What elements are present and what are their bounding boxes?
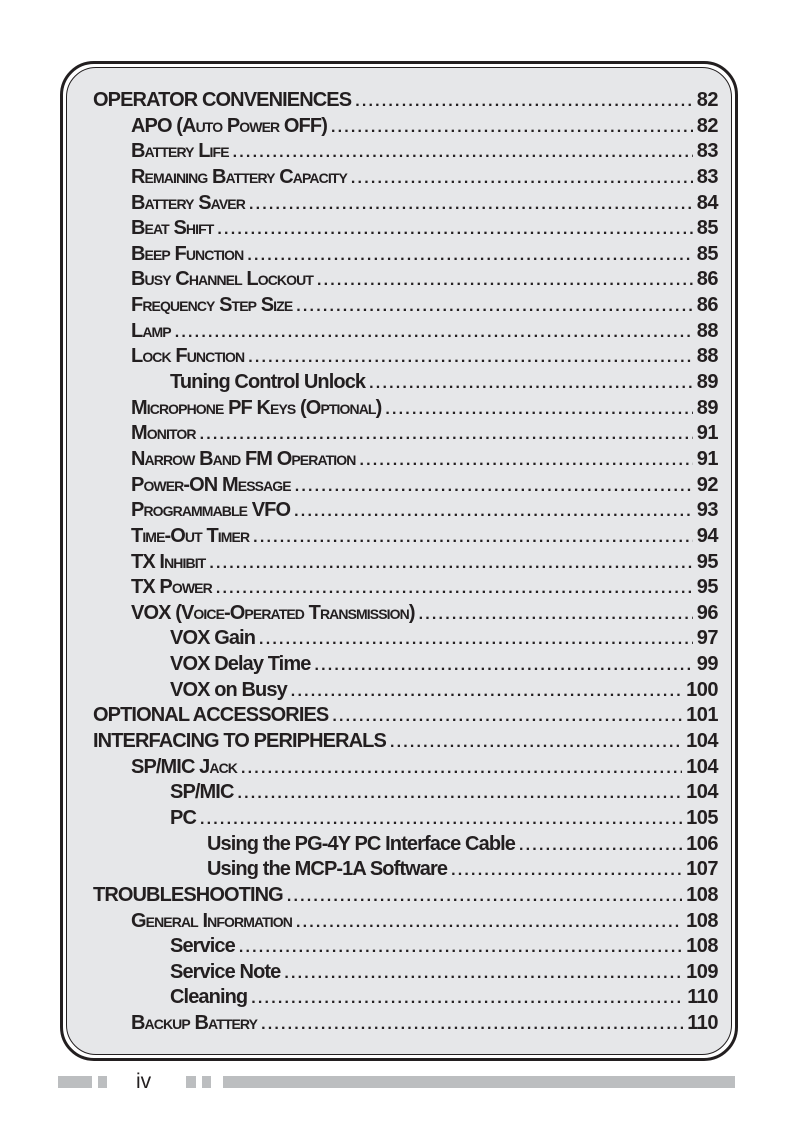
footer-bar bbox=[223, 1076, 735, 1088]
dot-leader bbox=[369, 375, 693, 393]
dot-leader bbox=[294, 503, 693, 521]
dot-leader bbox=[295, 478, 693, 496]
dot-leader bbox=[251, 990, 683, 1008]
dot-leader bbox=[241, 760, 682, 778]
toc-entry-page: 86 bbox=[696, 268, 718, 291]
toc-entry[interactable] bbox=[93, 1012, 718, 1038]
toc-entry-label: Programmable VFO bbox=[131, 499, 291, 522]
dot-leader bbox=[287, 888, 682, 906]
toc-entry-label: OPERATOR CONVENIENCES bbox=[93, 89, 352, 111]
toc-entry-page: 91 bbox=[696, 422, 718, 445]
dot-leader bbox=[317, 272, 693, 290]
footer-bar bbox=[186, 1076, 196, 1088]
toc-entry-page: 88 bbox=[696, 319, 718, 342]
dot-leader bbox=[200, 426, 693, 444]
toc-entry-label: Tuning Control Unlock bbox=[170, 371, 366, 394]
toc-entry[interactable] bbox=[93, 961, 718, 987]
toc-entry[interactable] bbox=[93, 294, 718, 320]
toc-entry-page: 91 bbox=[696, 447, 718, 470]
toc-entry[interactable] bbox=[93, 910, 718, 936]
toc-entry-label: General Information bbox=[131, 909, 292, 932]
toc-entry[interactable] bbox=[93, 115, 718, 141]
dot-leader bbox=[314, 657, 692, 675]
toc-entry-label: Monitor bbox=[131, 422, 196, 445]
toc-entry[interactable] bbox=[93, 499, 718, 525]
dot-leader bbox=[175, 324, 693, 342]
footer-bar bbox=[58, 1076, 92, 1088]
toc-entry-page: 108 bbox=[686, 909, 718, 932]
dot-leader bbox=[355, 93, 693, 111]
toc-entry-page: 109 bbox=[686, 960, 718, 983]
toc-entry-label: Using the MCP-1A Software bbox=[207, 858, 448, 881]
toc-entry-label: Using the PG-4Y PC Interface Cable bbox=[207, 832, 516, 855]
page-number: iv bbox=[136, 1070, 152, 1093]
toc-entry-page: 106 bbox=[686, 832, 718, 855]
toc-entry-page: 83 bbox=[696, 165, 718, 188]
toc-entry[interactable] bbox=[93, 807, 718, 833]
toc-entry-page: 84 bbox=[696, 191, 718, 214]
dot-leader bbox=[248, 349, 693, 367]
dot-leader bbox=[233, 144, 693, 162]
toc-entry-label: Power-ON Message bbox=[131, 473, 291, 496]
toc-entry-label: INTERFACING TO PERIPHERALS bbox=[93, 730, 386, 753]
toc-entry-page: 83 bbox=[696, 140, 718, 163]
toc-entry-label: TX Power bbox=[131, 576, 212, 599]
toc-entry-label: Time-Out Timer bbox=[131, 524, 250, 547]
toc-entry[interactable] bbox=[93, 320, 718, 346]
toc-entry[interactable] bbox=[93, 166, 718, 192]
footer-bar bbox=[98, 1076, 107, 1088]
toc-entry-page: 108 bbox=[686, 935, 718, 958]
toc-entry-label: Beep Function bbox=[131, 242, 244, 265]
toc-entry[interactable] bbox=[93, 422, 718, 448]
toc-entry[interactable] bbox=[93, 756, 718, 782]
dot-leader bbox=[259, 631, 693, 649]
toc-entry-label: Cleaning bbox=[170, 986, 248, 1009]
toc-entry[interactable] bbox=[93, 935, 718, 961]
toc-entry[interactable] bbox=[93, 627, 718, 653]
toc-entry-label: SP/MIC bbox=[170, 781, 234, 804]
toc-entry-page: 85 bbox=[696, 242, 718, 265]
toc-entry-page: 94 bbox=[696, 524, 718, 547]
toc-entry-page: 92 bbox=[696, 473, 718, 496]
toc-entry-page: 95 bbox=[696, 576, 718, 599]
toc-entry-page: 105 bbox=[686, 806, 718, 829]
toc-entry-page: 96 bbox=[696, 601, 718, 624]
toc-entry-page: 108 bbox=[686, 883, 718, 906]
toc-entry[interactable] bbox=[93, 474, 718, 500]
toc-entry[interactable] bbox=[93, 525, 718, 551]
dot-leader bbox=[519, 837, 682, 855]
toc-entry-page: 85 bbox=[696, 217, 718, 240]
dot-leader bbox=[284, 965, 682, 983]
toc-entry[interactable] bbox=[93, 243, 718, 269]
toc-entry-label: Lamp bbox=[131, 319, 171, 342]
toc-entry[interactable] bbox=[93, 781, 718, 807]
toc-entry[interactable] bbox=[93, 858, 718, 884]
toc-entry-page: 89 bbox=[696, 371, 718, 394]
dot-leader bbox=[239, 939, 682, 957]
toc-entry[interactable] bbox=[93, 602, 718, 628]
toc-entry-label: VOX Delay Time bbox=[170, 653, 311, 676]
toc-entry-label: Narrow Band FM Operation bbox=[131, 447, 356, 470]
toc-entry-label: TROUBLESHOOTING bbox=[93, 883, 283, 906]
toc-entry-page: 95 bbox=[696, 550, 718, 573]
toc-entry[interactable] bbox=[93, 679, 718, 705]
toc-entry-page: 82 bbox=[696, 89, 718, 111]
toc-entry[interactable] bbox=[93, 551, 718, 577]
toc-entry-label: VOX Gain bbox=[170, 627, 256, 650]
toc-entry[interactable] bbox=[93, 986, 718, 1012]
dot-leader bbox=[291, 683, 682, 701]
footer-bar bbox=[202, 1076, 211, 1088]
toc-entry-label: TX Inhibit bbox=[131, 550, 206, 573]
dot-leader bbox=[253, 529, 693, 547]
toc-entry[interactable] bbox=[93, 192, 718, 218]
toc-entry-label: Battery Life bbox=[131, 140, 229, 163]
toc-entry[interactable] bbox=[93, 884, 718, 910]
toc-entry-label: Microphone PF Keys (Optional) bbox=[131, 396, 382, 419]
toc-entry-page: 100 bbox=[686, 678, 718, 701]
toc-entry-label: Beat Shift bbox=[131, 217, 214, 240]
dot-leader bbox=[331, 119, 693, 137]
dot-leader bbox=[296, 298, 692, 316]
toc-entry-page: 93 bbox=[696, 499, 718, 522]
toc-entry-page: 110 bbox=[687, 986, 718, 1009]
toc-entry-page: 89 bbox=[696, 396, 718, 419]
toc-entry[interactable] bbox=[93, 704, 718, 730]
toc-entry[interactable] bbox=[93, 268, 718, 294]
toc-entry-page: 110 bbox=[687, 1012, 718, 1035]
toc-entry-page: 104 bbox=[686, 781, 718, 804]
dot-leader bbox=[332, 708, 682, 726]
toc-entry-page: 97 bbox=[696, 627, 718, 650]
toc-entry-label: Service bbox=[170, 935, 235, 958]
toc-entry-label: Service Note bbox=[170, 960, 281, 983]
toc-entry-label: Remaining Battery Capacity bbox=[131, 165, 347, 188]
dot-leader bbox=[296, 914, 682, 932]
dot-leader bbox=[209, 555, 692, 573]
toc-entry-label: SP/MIC Jack bbox=[131, 755, 238, 778]
toc-entry[interactable] bbox=[93, 371, 718, 397]
dot-leader bbox=[359, 452, 692, 470]
toc-entry-page: 101 bbox=[686, 704, 718, 727]
dot-leader bbox=[351, 170, 693, 188]
toc-entry[interactable] bbox=[93, 89, 718, 115]
table-of-contents bbox=[93, 89, 718, 1038]
toc-entry-label: PC bbox=[170, 806, 196, 829]
dot-leader bbox=[385, 401, 692, 419]
toc-entry[interactable] bbox=[93, 730, 718, 756]
toc-entry-label: Battery Saver bbox=[131, 191, 245, 214]
toc-entry[interactable] bbox=[93, 653, 718, 679]
toc-entry-label: Busy Channel Lockout bbox=[131, 268, 313, 291]
dot-leader bbox=[217, 221, 692, 239]
toc-entry[interactable] bbox=[93, 345, 718, 371]
dot-leader bbox=[261, 1016, 683, 1034]
toc-entry-label: APO (Auto Power OFF) bbox=[131, 114, 327, 137]
toc-entry-page: 107 bbox=[686, 858, 718, 881]
toc-entry-label: VOX (Voice-Operated Transmission) bbox=[131, 601, 415, 624]
dot-leader bbox=[247, 247, 692, 265]
toc-entry-label: Backup Battery bbox=[131, 1012, 258, 1035]
toc-entry[interactable] bbox=[93, 833, 718, 859]
dot-leader bbox=[238, 785, 683, 803]
toc-entry-page: 88 bbox=[696, 345, 718, 368]
toc-entry[interactable] bbox=[93, 576, 718, 602]
toc-entry[interactable] bbox=[93, 448, 718, 474]
toc-entry-label: VOX on Busy bbox=[170, 678, 287, 701]
dot-leader bbox=[390, 734, 682, 752]
dot-leader bbox=[216, 580, 693, 598]
toc-entry-page: 104 bbox=[686, 755, 718, 778]
toc-entry-page: 99 bbox=[696, 653, 718, 676]
toc-entry-page: 82 bbox=[696, 114, 718, 137]
dot-leader bbox=[249, 196, 693, 214]
dot-leader bbox=[451, 862, 682, 880]
toc-entry[interactable] bbox=[93, 217, 718, 243]
toc-entry-label: Frequency Step Size bbox=[131, 294, 293, 317]
toc-entry-page: 86 bbox=[696, 294, 718, 317]
toc-entry[interactable] bbox=[93, 397, 718, 423]
toc-entry-page: 104 bbox=[686, 730, 718, 753]
dot-leader bbox=[419, 606, 693, 624]
toc-entry[interactable] bbox=[93, 140, 718, 166]
toc-entry-label: Lock Function bbox=[131, 345, 245, 368]
toc-entry-label: OPTIONAL ACCESSORIES bbox=[93, 704, 329, 727]
dot-leader bbox=[200, 811, 682, 829]
